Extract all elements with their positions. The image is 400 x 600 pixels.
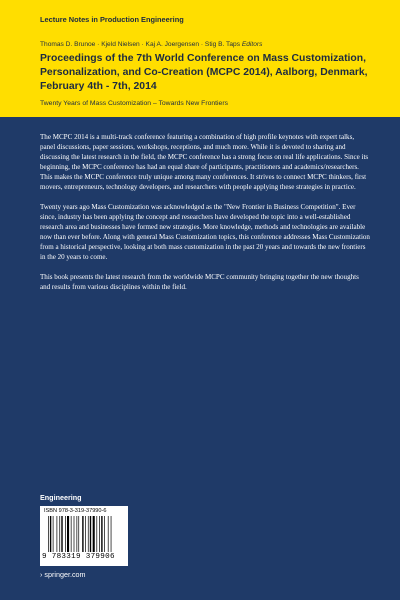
editors-role: Editors (241, 41, 263, 48)
barcode-stripe (61, 516, 62, 552)
barcode-stripe (77, 516, 78, 552)
barcode-stripe (108, 516, 109, 552)
barcode-stripe (57, 516, 58, 552)
isbn-label: ISBN 978-3-319-37990-6 (44, 508, 107, 514)
barcode-stripe (88, 516, 89, 552)
barcode-stripe (99, 516, 100, 552)
blurb-paragraph-1: The MCPC 2014 is a multi-track conference featuring a combination of high profile keynotes with expert talks, panel discussions, paper sessions, workshops, receptions, and much more. While it is devoted to sharing and discussing the latest research in the field, the MCPC conference has a strong focus on real life applications. Since its beginning, the MCPC conference has had an equal share of participants, practitioners and academics/researchers. This makes the MCPC conference truly unique among many conferences. It strives to connect MCPC thinkers, first movers, entrepreneurs, technology developers, and researchers with people applying these strategies in practice. (40, 133, 369, 191)
editors-line (40, 41, 262, 48)
barcode-stripe (82, 516, 83, 552)
barcode-stripe (59, 516, 60, 552)
barcode-stripe (53, 516, 54, 552)
barcode-stripe (93, 516, 95, 552)
barcode-stripe (48, 516, 49, 552)
editor-names: Thomas D. Brunoe · Kjeld Nielsen · Kaj A. Joergensen · Stig B. Taps (40, 41, 240, 48)
barcode-stripe (65, 516, 66, 552)
series-title: Lecture Notes in Production Engineering (40, 15, 184, 24)
book-subtitle: Twenty Years of Mass Customization – Towards New Frontiers (40, 100, 228, 107)
barcode-stripe (96, 516, 97, 552)
barcode-bars (48, 516, 124, 552)
barcode-stripe (85, 516, 86, 552)
barcode-stripe (71, 516, 72, 552)
barcode-stripe (90, 516, 91, 552)
barcode-box (40, 506, 128, 566)
barcode-stripe (101, 516, 102, 552)
publisher-website: › springer.com (40, 570, 86, 579)
barcode-digits: 9 783319 379906 (42, 553, 115, 561)
barcode-stripe (78, 516, 79, 552)
barcode-stripe (50, 516, 51, 552)
blurb (40, 132, 370, 302)
barcode-stripe (104, 516, 105, 552)
blurb-paragraph-3: This book presents the latest research from the worldwide MCPC community bringing together the new thoughts and results from various disciplines within the field. (40, 273, 359, 291)
book-title: Proceedings of the 7th World Conference on Mass Customization, Personalization, and Co-Creation (MCPC 2014), Aalborg, Denmark, February 4th - 7th, 2014 (40, 53, 368, 92)
blurb-paragraph-2: Twenty years ago Mass Customization was acknowledged as the "New Frontier in Business Competition". Ever since, industry has been applying the concept and researchers have developed the topic into a well-established research area and businesses have formed new strategies. More knowledge, methods and technologies are available now than ever before. Along with general Mass Customization topics, this conference addresses Mass Customization from a historical perspective, looking at both mass customization in the past 20 years and towards the new frontiers in the 20 years to come. (40, 203, 370, 261)
header-band (0, 0, 400, 117)
subject-category: Engineering (40, 493, 82, 502)
barcode-stripe (74, 516, 75, 552)
barcode-stripe (111, 516, 112, 552)
barcode-stripe (67, 516, 69, 552)
